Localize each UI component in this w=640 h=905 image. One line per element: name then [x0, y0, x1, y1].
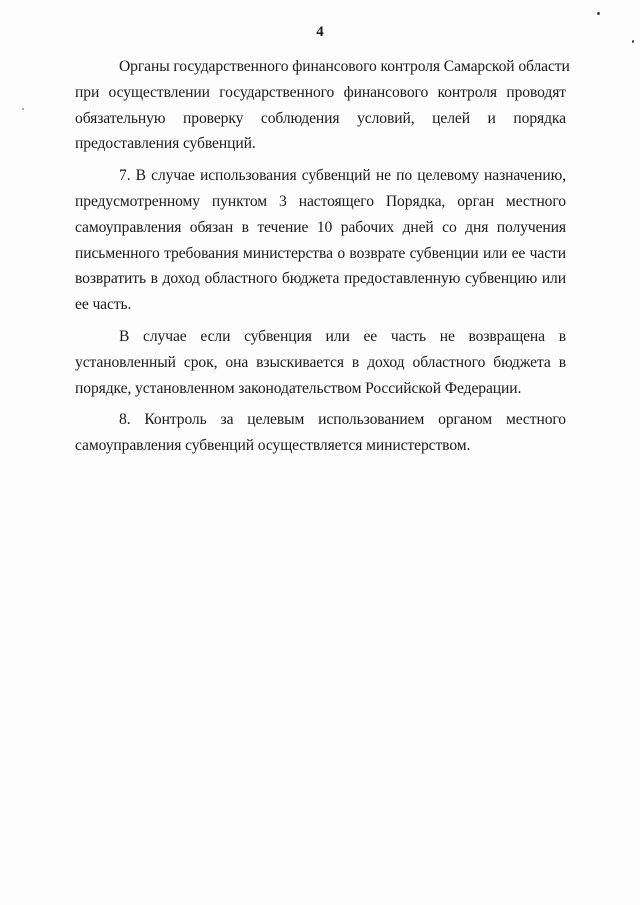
- text-line: предоставления субвенций.: [75, 135, 256, 153]
- text-line: при осуществлении государственного финансового контроля проводят: [75, 83, 566, 101]
- text-line: письменного требования министерства о возврате субвенции или ее части: [75, 244, 566, 262]
- text-line: ее часть.: [75, 296, 132, 314]
- paragraph-recovery: [75, 324, 566, 401]
- document-body: [75, 54, 570, 465]
- page-number: 4: [316, 24, 324, 40]
- text-line: порядке, установленном законодательством Российской Федерации.: [75, 379, 522, 397]
- text-line: обязательную проверку соблюдения условий, целей и порядка: [75, 109, 566, 127]
- paragraph-financial-control: [75, 54, 570, 157]
- scan-speck: [22, 108, 24, 110]
- paragraph-item-8: [75, 407, 566, 459]
- paragraph-item-7: [75, 163, 566, 318]
- text-line: В случае если субвенция или ее часть не возвращена в: [119, 327, 566, 345]
- text-line: установленный срок, она взыскивается в доход областного бюджета в: [75, 353, 566, 371]
- text-line: Органы государственного финансового контроля Самарской области: [119, 58, 570, 75]
- text-line: 7. В случае использования субвенций не по целевому назначению,: [119, 167, 566, 185]
- scan-speck: [632, 40, 634, 43]
- text-line: самоуправления субвенций осуществляется министерством.: [75, 437, 471, 455]
- text-line: возвратить в доход областного бюджета предоставленную субвенцию или: [75, 270, 566, 288]
- text-line: 8. Контроль за целевым использованием органом местного: [119, 411, 566, 429]
- text-line: самоуправления обязан в течение 10 рабочих дней со дня получения: [75, 218, 566, 236]
- scan-speck: [597, 12, 600, 15]
- text-line: предусмотренному пунктом 3 настоящего Порядка, орган местного: [75, 192, 566, 210]
